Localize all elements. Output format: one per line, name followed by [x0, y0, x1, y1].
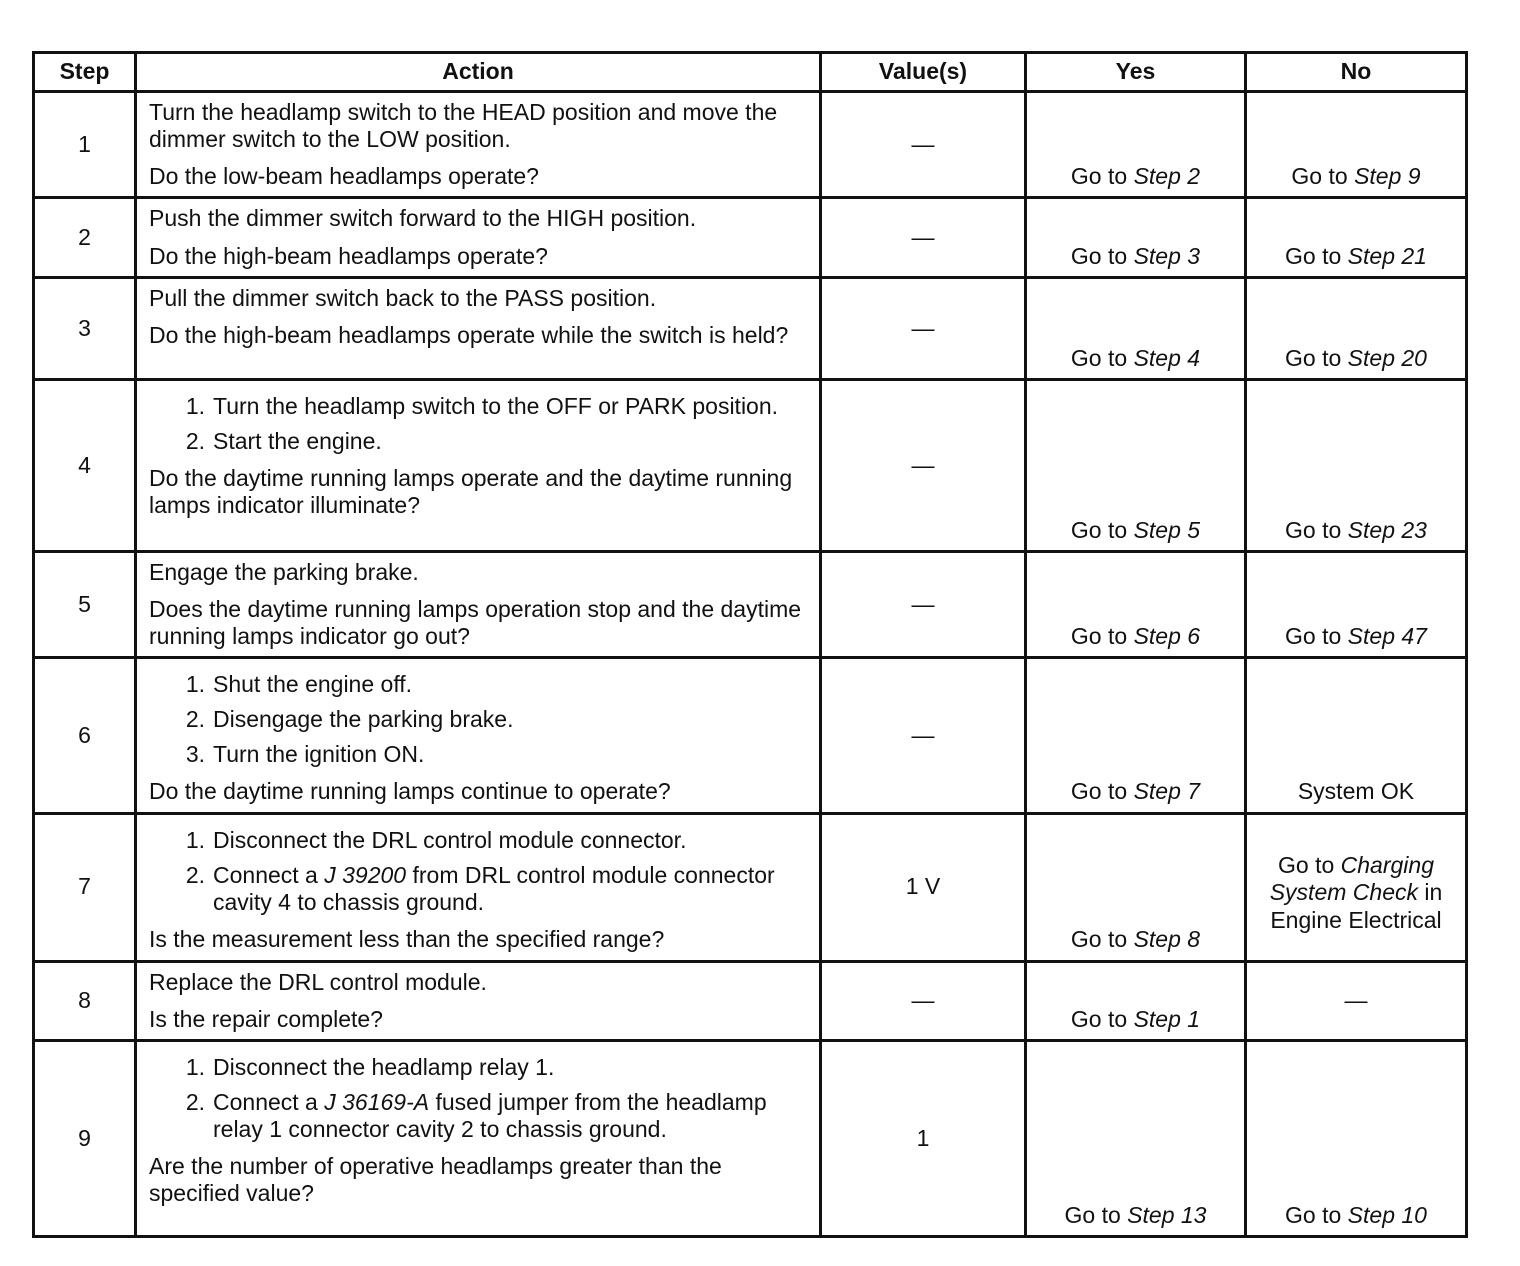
- action-cell: [136, 813, 821, 961]
- yes-cell: [1026, 198, 1246, 277]
- action-cell: [136, 658, 821, 814]
- no-cell: [1246, 813, 1467, 961]
- tool-name: J 39200: [324, 861, 407, 888]
- yes-cell: [1026, 92, 1246, 198]
- action-step: 1. Disconnect the DRL control module connector.: [185, 826, 687, 853]
- value-cell: 1 V: [821, 813, 1026, 961]
- yes-prefix: Go to: [1070, 163, 1134, 190]
- action-question: Is the measurement less than the specified range?: [149, 925, 665, 952]
- yes-prefix: Go to: [1070, 1005, 1134, 1032]
- yes-prefix: Go to: [1070, 516, 1134, 543]
- yes-step-link: Step 1: [1133, 1005, 1201, 1032]
- no-cell: —: [1246, 961, 1467, 1040]
- action-text: Pull the dimmer switch back to the PASS position.: [149, 284, 657, 311]
- no-suffix: in Engine Electrical: [1270, 879, 1443, 933]
- value-cell: —: [821, 198, 1026, 277]
- table-row: [34, 551, 1467, 657]
- action-step: 2. Start the engine.: [185, 427, 382, 454]
- yes-cell: [1026, 813, 1246, 961]
- yes-cell: [1026, 277, 1246, 379]
- action-step: 2. Connect a J 39200 from DRL control module connector cavity 4 to chassis ground.: [185, 861, 775, 915]
- value-cell: 1: [821, 1040, 1026, 1236]
- action-cell: [136, 198, 821, 277]
- table-row: [34, 658, 1467, 814]
- no-cell: [1246, 551, 1467, 657]
- action-question: Is the repair complete?: [149, 1005, 383, 1032]
- step-number: 2: [34, 198, 136, 277]
- yes-step-link: Step 6: [1133, 622, 1201, 649]
- table-row: [34, 1040, 1467, 1236]
- no-prefix: Go to: [1285, 344, 1348, 371]
- header-no: No: [1246, 53, 1467, 92]
- header-yes: Yes: [1026, 53, 1246, 92]
- step-number: 9: [34, 1040, 136, 1236]
- action-text: Push the dimmer switch forward to the HIGH position.: [149, 205, 697, 232]
- step-number: 4: [34, 379, 136, 551]
- yes-cell: [1026, 1040, 1246, 1236]
- value-cell: —: [821, 551, 1026, 657]
- no-prefix: Go to: [1285, 242, 1348, 269]
- action-steps: [149, 827, 809, 916]
- no-prefix: Go to: [1285, 1201, 1348, 1228]
- yes-cell: [1026, 658, 1246, 814]
- table-row: [34, 813, 1467, 961]
- step-number: 1: [34, 92, 136, 198]
- no-cell: [1246, 1040, 1467, 1236]
- value-cell: —: [821, 277, 1026, 379]
- yes-prefix: Go to: [1070, 242, 1134, 269]
- action-step: 1. Turn the headlamp switch to the OFF or PARK position.: [185, 392, 779, 419]
- action-cell: [136, 961, 821, 1040]
- value-cell: —: [821, 92, 1026, 198]
- no-prefix: Go to: [1285, 622, 1348, 649]
- action-steps: [149, 671, 809, 768]
- tool-name: J 36169-A: [324, 1088, 430, 1115]
- action-text: Replace the DRL control module.: [149, 968, 487, 995]
- action-question: Do the daytime running lamps operate and the daytime running lamps indicator illuminate?: [149, 464, 793, 518]
- action-text: Engage the parking brake.: [149, 558, 419, 585]
- yes-cell: [1026, 379, 1246, 551]
- action-cell: [136, 379, 821, 551]
- step-number: 8: [34, 961, 136, 1040]
- no-cell: System OK: [1246, 658, 1467, 814]
- action-cell: [136, 1040, 821, 1236]
- yes-prefix: Go to: [1064, 1201, 1128, 1228]
- no-cell: [1246, 379, 1467, 551]
- table-row: [34, 198, 1467, 277]
- value-cell: —: [821, 379, 1026, 551]
- no-step-link: Step 23: [1347, 516, 1427, 543]
- yes-step-link: Step 8: [1133, 926, 1201, 953]
- yes-step-link: Step 5: [1133, 516, 1201, 543]
- no-step-link: Step 20: [1347, 344, 1427, 371]
- action-step: 1. Shut the engine off.: [185, 671, 413, 697]
- action-question: Do the daytime running lamps continue to operate?: [149, 778, 671, 805]
- step-number: 5: [34, 551, 136, 657]
- no-cell: [1246, 92, 1467, 198]
- header-values: Value(s): [821, 53, 1026, 92]
- yes-prefix: Go to: [1070, 926, 1134, 953]
- action-step: 3. Turn the ignition ON.: [185, 741, 425, 768]
- action-cell: [136, 92, 821, 198]
- table-row: [34, 961, 1467, 1040]
- no-prefix: Go to: [1278, 852, 1341, 879]
- yes-prefix: Go to: [1070, 778, 1134, 805]
- action-text: Turn the headlamp switch to the HEAD position and move the dimmer switch to the LOW position.: [149, 99, 778, 153]
- action-steps: [149, 1054, 809, 1143]
- header-row: [34, 53, 1467, 92]
- yes-prefix: Go to: [1070, 344, 1134, 371]
- action-question: Do the high-beam headlamps operate while the switch is held?: [149, 321, 789, 348]
- action-question: Do the high-beam headlamps operate?: [149, 242, 548, 269]
- value-cell: —: [821, 961, 1026, 1040]
- action-step: 2. Connect a J 36169-A fused jumper from the headlamp relay 1 connector cavity 2 to chassis ground.: [185, 1088, 767, 1142]
- header-action: Action: [136, 53, 821, 92]
- yes-step-link: Step 7: [1133, 778, 1201, 805]
- no-prefix: Go to: [1291, 163, 1355, 190]
- yes-cell: [1026, 961, 1246, 1040]
- step-number: 3: [34, 277, 136, 379]
- no-step-link: Step 47: [1347, 622, 1427, 649]
- no-cell: [1246, 277, 1467, 379]
- yes-cell: [1026, 551, 1246, 657]
- no-step-link: Step 10: [1347, 1201, 1427, 1228]
- yes-step-link: Step 13: [1127, 1201, 1207, 1228]
- no-prefix: Go to: [1285, 516, 1348, 543]
- table-row: [34, 379, 1467, 551]
- step-number: 6: [34, 658, 136, 814]
- no-step-link: Step 21: [1347, 242, 1427, 269]
- action-question: Do the low-beam headlamps operate?: [149, 163, 539, 190]
- action-step: 2. Disengage the parking brake.: [185, 706, 514, 733]
- header-step: Step: [34, 53, 136, 92]
- action-cell: [136, 551, 821, 657]
- diagnostic-table: [32, 51, 1468, 1238]
- action-steps: [149, 393, 809, 455]
- action-question: Are the number of operative headlamps greater than the specified value?: [149, 1153, 722, 1207]
- no-cell: [1246, 198, 1467, 277]
- step-number: 7: [34, 813, 136, 961]
- yes-prefix: Go to: [1070, 622, 1134, 649]
- table-row: [34, 92, 1467, 198]
- no-step-link: Charging System Check: [1269, 852, 1434, 906]
- no-step-link: Step 9: [1354, 163, 1421, 190]
- value-cell: —: [821, 658, 1026, 814]
- yes-step-link: Step 3: [1133, 242, 1201, 269]
- yes-step-link: Step 2: [1133, 163, 1201, 190]
- action-step: 1. Disconnect the headlamp relay 1.: [185, 1053, 555, 1080]
- action-cell: [136, 277, 821, 379]
- yes-step-link: Step 4: [1133, 344, 1201, 371]
- action-question: Does the daytime running lamps operation stop and the daytime running lamps indicator go out?: [149, 595, 802, 649]
- table-row: [34, 277, 1467, 379]
